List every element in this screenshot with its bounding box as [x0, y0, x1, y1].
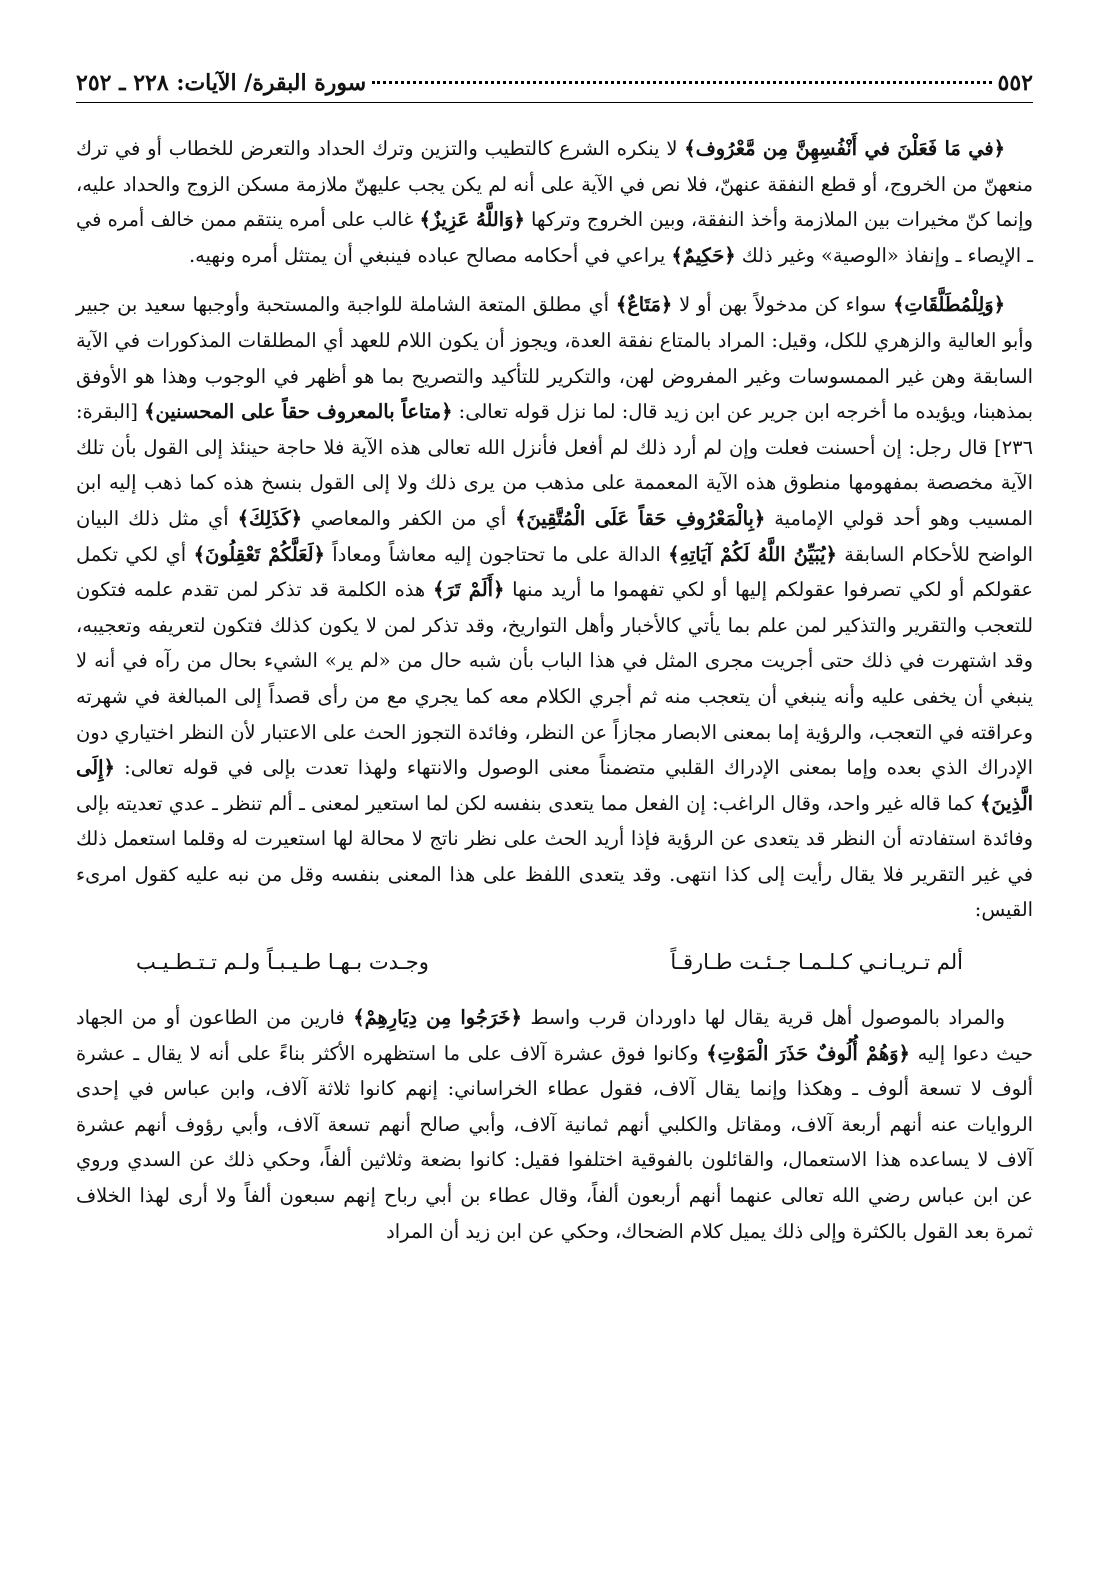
paragraph-1 [76, 131, 1033, 273]
commentary-text: فارين من الطاعون أو من الجهاد حيث دعوا إليه [76, 1006, 1033, 1065]
commentary-text: أي لكي تكمل عقولكم أو لكي تصرفوا عقولكم إليها أو لكي تفهموا ما أريد منها [76, 542, 1033, 602]
poem-verse [76, 942, 1033, 982]
page-title: سورة البقرة/ الآيات: ٢٢٨ ـ ٢٥٢ [76, 70, 367, 96]
quran-quote: ﴿إِلَى الَّذِينَ﴾ [76, 756, 1033, 815]
quran-quote: ﴿حَكِيمٌ﴾ [671, 243, 736, 267]
paragraph-2 [76, 287, 1033, 928]
commentary-text: هذه الكلمة قد تذكر لمن تقدم علمه فتكون للتعجب والتقرير والتذكير لمن علم بما يأتي كالأخبار وأهل التواريخ، وقد تذكر لمن لا يكون كذلك فتكون لتعريفه وتعجيبه، وقد اشتهرت في ذلك حتى أجريت مجرى المثل في هذا الباب بأن شبه حال من «لم ير» الشيء بحال من رآه في أنه لا ينبغي أن يخفى عليه وأنه ينبغي أن يتعجب منه ثم أجري الكلام معه كما يجري مع من رأى قصداً إلى المبالغة في شهرته وعراقته في التعجب، والرؤية إما بمعنى الابصار مجازاً عن النظر، وفائدة التجوز الحث على الاعتبار لأن النظر اختياري دون الإدراك الذي بعده وإما بمعنى الإدراك القلبي متضمناً معنى الوصول والانتهاء ولهذا تعدت بإلى في قوله تعالى: [76, 578, 1033, 780]
quran-quote: ﴿وَهُمْ أُلُوفٌ حَذَرَ الْمَوْتِ﴾ [706, 1041, 910, 1065]
quran-quote: ﴿أَلَمْ تَرَ﴾ [432, 578, 505, 602]
commentary-text: أي مطلق المتعة الشاملة للواجبة والمستحبة وأوجبها سعيد بن جبير وأبو العالية والزهري للكل، وقيل: المراد بالمتاع نفقة العدة، ويجوز أن يكون اللام للعهد أي المطلقات المذكورات في الآية السابقة وهن غير الممسوسات وغير المفروض لهن، والتكرير للتأكيد والتصريح بما هو أظهر في الوجوب وهذا هو الأوفق بمذهبنا، ويؤيده ما أخرجه ابن جرير عن ابن زيد قال: لما نزل قوله تعالى: [76, 293, 1034, 424]
page-number: ٥٥٢ [997, 70, 1033, 96]
quran-quote: ﴿خَرَجُوا مِن دِيَارِهِمْ﴾ [353, 1006, 522, 1030]
commentary-text: أي من الكفر والمعاصي [302, 506, 516, 530]
quran-quote: ﴿لَعَلَّكُمْ تَعْقِلُونَ﴾ [193, 542, 325, 566]
paragraph-3 [76, 1000, 1033, 1249]
commentary-text: غالب على أمره ينتقم ممن خالف أمره في ـ الإيصاء ـ وإنفاذ «الوصية» وغير ذلك [76, 208, 1033, 267]
quran-quote: ﴿يُبَيِّنُ اللَّهُ لَكُمْ آيَاتِهِ﴾ [668, 542, 837, 566]
commentary-text: والمراد بالموصول أهل قرية يقال لها داوردان قرب واسط [521, 1006, 1005, 1030]
commentary-text: الدالة على ما تحتاجون إليه معاشاً ومعاداً [324, 542, 669, 566]
running-head [76, 70, 1033, 103]
quran-quote: ﴿كَذَلِكَ﴾ [237, 506, 303, 530]
commentary-text: وكانوا فوق عشرة آلاف على ما استظهره الأكثر بناءً على أنه لا يقال ـ عشرة ألوف لا تسعة ألوف ـ وهكذا وإنما يقال آلاف، فقول عطاء الخراساني: إنهم كانوا ثلاثة آلاف، وابن عباس في إحدى الروايات عنه أنهم أربعة آلاف، ومقاتل والكلبي أنهم ثمانية آلاف، وأبي صالح أنهم تسعة آلاف، وأبي رؤوف أنهم عشرة آلاف لا يساعده هذا الاستعمال، والقائلون بالفوقية اختلفوا فقيل: كانوا بضعة وثلاثين ألفاً، وحكي ذلك عن السدي وروي عن ابن عباس رضي الله تعالى عنهما أنهم أربعون ألفاً، وقال عطاء بن أبي رباح إنهم سبعون ألفاً ولا أرى لهذا الخلاف ثمرة بعد القول بالكثرة وإلى ذلك يميل كلام الضحاك، وحكي عن ابن زيد أن المراد [76, 1041, 1033, 1243]
poem-first-hemistich: ألم تـريـانـي كـلـمـا جـئـت طـارقـاً [670, 950, 963, 975]
leader-dots [372, 81, 991, 84]
commentary-text: كما قاله غير واحد، وقال الراغب: إن الفعل مما يتعدى بنفسه لكن لما استعير لمعنى ـ ألم تنظر ـ عدي تعديته بإلى وفائدة استفادته أن النظر قد يتعدى عن الرؤية فإذا أريد الحث على نظر ناتج لا محالة لها استعيرت له وقلما استعمل ذلك في غير التقرير فلا يقال رأيت إلى كذا انتهى. وقد يتعدى اللفظ على هذا المعنى بنفسه وقل من نبه عليه كقول امرىء القيس: [76, 791, 1033, 922]
poem-second-hemistich: وجـدت بـهـا طـيـبـاً ولـم تـتـطـيـب [136, 950, 429, 975]
quran-quote: ﴿وَاللَّهُ عَزِيزٌ﴾ [419, 208, 525, 232]
quran-quote: ﴿مَتَاعٌ﴾ [615, 293, 673, 317]
quran-quote: ﴿في مَا فَعَلْنَ في أَنْفُسِهِنَّ مِن مَّعْرُوف﴾ [684, 137, 1005, 160]
quran-quote: ﴿متاعاً بالمعروف حقاً على المحسنين﴾ [144, 400, 453, 424]
quran-quote: ﴿وَلِلْمُطَلَّقَاتِ﴾ [893, 293, 1005, 317]
commentary-text: أي مثل ذلك البيان الواضح للأحكام السابقة [76, 506, 1033, 566]
commentary-text: [البقرة: ٢٣٦] قال رجل: إن أحسنت فعلت وإن لم أرد ذلك لم أفعل فأنزل الله تعالى هذه الآية فلا حاجة حينئذ إلى القول بأن تلك الآية مخصصة بمفهومها منطوق هذه الآية المعممة على مذهب من يرى ذلك ولا إلى القول بنسخ هذه كما ذهب إليه ابن المسيب وهو أحد قولي الإمامية [76, 400, 1033, 530]
quran-quote: ﴿بِالْمَعْرُوفِ حَقاً عَلَى الْمُتَّقِينَ﴾ [515, 506, 766, 530]
commentary-text: سواء كن مدخولاً بهن أو لا [672, 293, 894, 317]
commentary-text: يراعي في أحكامه مصالح عباده فينبغي أن يمتثل أمره ونهيه. [189, 243, 672, 267]
commentary-text: لا ينكره الشرع كالتطيب والتزين وترك الحداد والتعرض للخطاب أو في ترك منعهنّ من الخروج، أو قطع النفقة عنهنّ، فلا نص في الآية على أنه لم يكن يجب عليهنّ ملازمة مسكن الزوج والحداد عليه، وإنما كنّ مخيرات بين الملازمة وأخذ النفقة، وبين الخروج وتركها [76, 137, 1034, 232]
